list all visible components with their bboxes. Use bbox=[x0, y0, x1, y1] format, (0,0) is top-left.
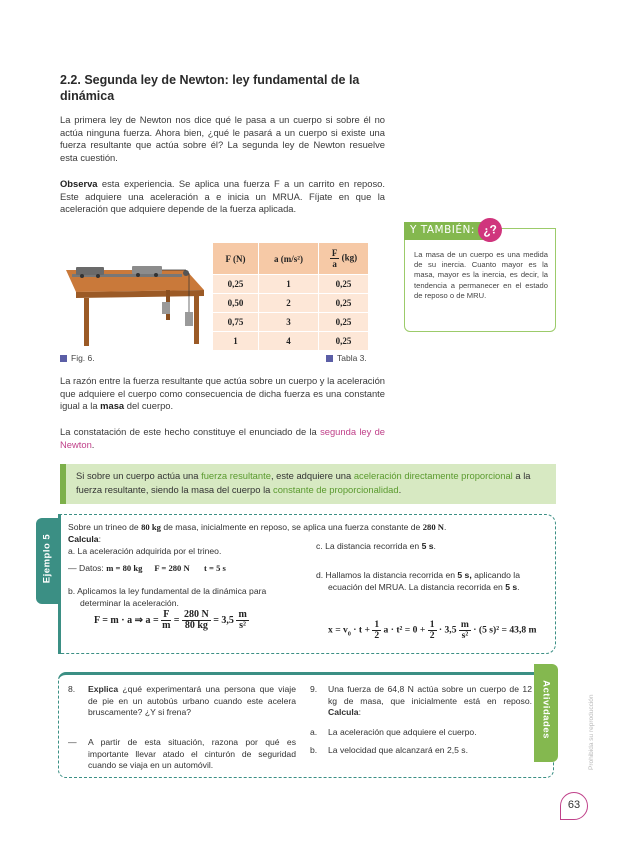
figure-caption: Fig. 6. bbox=[60, 353, 95, 363]
table-header: a (m/s²) bbox=[259, 243, 319, 275]
calcula-label: Calcula: bbox=[68, 534, 101, 544]
observe-text: esta experiencia. Se aplica una fuerza F a un carrito en reposo. Este adquiere una aceleración a e inicia un MRUA. Fíjate en que la aceleración que adquiere depende de la fuerza aplicada. bbox=[60, 178, 385, 215]
observe-keyword: Observa bbox=[60, 178, 98, 189]
question-dash: — bbox=[68, 737, 77, 747]
table-caption: Tabla 3. bbox=[326, 353, 367, 363]
activities-label: Actividades bbox=[540, 680, 552, 739]
statement-paragraph: La constatación de este hecho constituye el enunciado de la segunda ley de Newton. bbox=[60, 426, 386, 450]
question-8-sub: A partir de esta situación, razona por qué es importante llevar atado el cinturón de seguridad cuando se viaja en un automóvil. bbox=[88, 737, 296, 771]
question-9a-letter: a. bbox=[310, 727, 318, 737]
example-item-d: d. Hallamos la distancia recorrida en 5 s, aplicando la ecuación del MRUA. La distancia recorrida en 5 s. bbox=[316, 570, 520, 592]
cart-experiment-figure bbox=[58, 240, 208, 350]
example-data: — Datos: m = 80 kg F = 280 N t = 5 s bbox=[68, 563, 226, 573]
section-title: 2.2. Segunda ley de Newton: ley fundamental de la dinámica bbox=[60, 73, 360, 103]
table-row: 0,50 2 0,25 bbox=[213, 294, 369, 313]
question-9a: La aceleración que adquiere el cuerpo. bbox=[328, 727, 477, 737]
table-row: 0,75 3 0,25 bbox=[213, 313, 369, 332]
caption-marker-icon bbox=[60, 355, 67, 362]
also-box-heading: Y TAMBIÉN: bbox=[404, 222, 486, 240]
table-header-ratio: $\frac{F}{a}$ (kg) bbox=[319, 243, 369, 275]
also-box-text: La masa de un cuerpo es una medida de su inercia. Cuanto mayor es la masa, mayor es la inercia, es decir, la tendencia a permanecer en el estado de reposo o de MRU. bbox=[414, 250, 548, 300]
intro-paragraph: La primera ley de Newton nos dice qué le pasa a un cuerpo si sobre él no actúa ninguna fuerza. Ahora bien, ¿qué le pasará a un cuerpo si existe una fuerza resultante que actúa sobre él? La segunda ley de Newton resuelve esta cuestión. bbox=[60, 114, 385, 163]
page-number: 63 bbox=[560, 792, 588, 820]
question-badge-icon: ¿? bbox=[476, 216, 504, 244]
question-9b: La velocidad que alcanzará en 2,5 s. bbox=[328, 745, 468, 755]
question-9: Una fuerza de 64,8 N actúa sobre un cuerpo de 12 kg de masa, que inicialmente está en reposo. Calcula: bbox=[328, 684, 532, 718]
table-row: 1 4 0,25 bbox=[213, 332, 369, 351]
example-intro: Sobre un trineo de 80 kg de masa, inicialmente en reposo, se aplica una fuerza constante de 280 N. bbox=[68, 522, 447, 532]
force-acceleration-table bbox=[212, 242, 369, 351]
second-law-link: segunda ley de Newton bbox=[60, 426, 386, 450]
acceleration-formula: F = m · a ⇒ a = $\frac{F}{m}$ = $\frac{280 N}{80 kg}$ = 3,5 $\frac{m}{\text{s²}}$ bbox=[94, 609, 247, 631]
observe-paragraph bbox=[60, 178, 385, 216]
question-number: 9. bbox=[310, 684, 318, 694]
table-header: F (N) bbox=[213, 243, 259, 275]
ratio-paragraph: La razón entre la fuerza resultante que actúa sobre un cuerpo y la aceleración que adquiere el cuerpo como consecuencia de dicha fuerza es una constante igual a la masa del cuerpo. bbox=[60, 375, 385, 412]
example-item-b: b. Aplicamos la ley fundamental de la dinámica para determinar la aceleración. bbox=[68, 586, 267, 608]
caption-marker-icon bbox=[326, 355, 333, 362]
example-item-a: a. La aceleración adquirida por el trineo. bbox=[68, 546, 222, 556]
table-row: 0,25 1 0,25 bbox=[213, 275, 369, 294]
example-item-c: c. La distancia recorrida en 5 s. bbox=[316, 541, 436, 551]
law-statement-box: Si sobre un cuerpo actúa una fuerza resultante, este adquiere una aceleración directamente proporcional a la fuerza resultante, siendo la masa del cuerpo la constante de proporcionalidad. bbox=[60, 464, 556, 504]
question-number: 8. bbox=[68, 684, 76, 694]
example-label: Ejemplo 5 bbox=[41, 533, 53, 584]
distance-formula: $x = v_0 \cdot t$ + $\frac{1}{2}$ a · t² = 0 + $\frac{1}{2}$ · 3,5 $\frac{m}{\text{s²}}$ · (5 s)² = 43,8 m bbox=[328, 619, 537, 641]
question-9b-letter: b. bbox=[310, 745, 318, 755]
copyright-watermark: Prohibida su reproducción bbox=[588, 694, 595, 770]
question-8: Explica ¿qué experimentará una persona que viaje de pie en un autobús urbano cuando este acelera bruscamente? ¿Y si frena? bbox=[88, 684, 296, 718]
